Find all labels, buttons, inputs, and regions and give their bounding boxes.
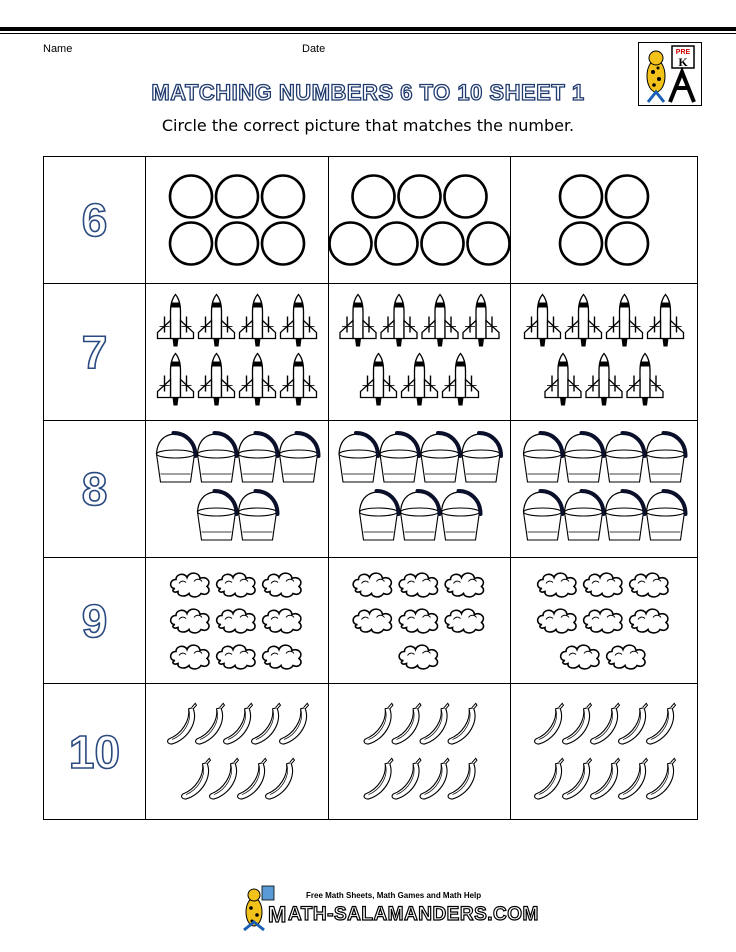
row-7	[44, 283, 697, 420]
number-label: 8	[81, 463, 108, 515]
footer-m-letter: M	[268, 902, 287, 927]
choice-cell[interactable]	[329, 157, 511, 283]
buckets-group-icon	[146, 421, 328, 557]
number-label: 10	[68, 725, 121, 778]
rockets-group-icon	[511, 284, 697, 420]
number-label: 7	[81, 326, 108, 378]
circles-group-icon	[329, 157, 510, 283]
number-cell	[44, 421, 146, 557]
choice-cell[interactable]	[329, 558, 511, 683]
number-cell	[44, 684, 146, 819]
bananas-group-icon	[511, 684, 697, 819]
choice-cell[interactable]	[146, 157, 329, 283]
circles-group-icon	[511, 157, 697, 283]
choice-cell[interactable]	[511, 284, 697, 420]
row-6	[44, 157, 697, 283]
choice-cell[interactable]	[511, 684, 697, 819]
instruction-text: Circle the correct picture that matches the number.	[161, 116, 575, 135]
rockets-group-icon	[146, 284, 328, 420]
logo-pre-text: PRE	[675, 49, 691, 56]
number-cell	[44, 157, 146, 283]
worksheet-grid	[43, 156, 698, 820]
top-rule-thin	[0, 33, 736, 34]
choice-cell[interactable]	[146, 421, 329, 557]
circles-group-icon	[146, 157, 328, 283]
footer-tagline: Free Math Sheets, Math Games and Math Help	[306, 891, 482, 900]
bananas-group-icon	[329, 684, 510, 819]
clouds-group-icon	[511, 558, 697, 683]
choice-cell[interactable]	[146, 558, 329, 683]
page-title: MATCHING NUMBERS 6 TO 10 SHEET 1	[151, 80, 585, 105]
number-label: 9	[81, 594, 108, 647]
choice-cell[interactable]	[511, 421, 697, 557]
choice-cell[interactable]	[511, 558, 697, 683]
clouds-group-icon	[146, 558, 328, 683]
rockets-group-icon	[329, 284, 510, 420]
top-rule	[0, 27, 736, 31]
number-label: 6	[81, 194, 108, 246]
buckets-group-icon	[511, 421, 697, 557]
number-cell	[44, 558, 146, 683]
name-label: Name	[43, 43, 73, 55]
choice-cell[interactable]	[511, 157, 697, 283]
choice-cell[interactable]	[329, 284, 511, 420]
choice-cell[interactable]	[146, 684, 329, 819]
date-label: Date	[302, 43, 326, 55]
row-9	[44, 557, 697, 683]
footer-brand[interactable]: ATH-SALAMANDERS.COM	[288, 904, 539, 925]
number-cell	[44, 284, 146, 420]
buckets-group-icon	[329, 421, 510, 557]
row-10	[44, 683, 697, 819]
clouds-group-icon	[329, 558, 510, 683]
logo-k-text: K	[678, 55, 688, 69]
choice-cell[interactable]	[329, 421, 511, 557]
row-8	[44, 420, 697, 557]
bananas-group-icon	[146, 684, 328, 819]
choice-cell[interactable]	[329, 684, 511, 819]
choice-cell[interactable]	[146, 284, 329, 420]
